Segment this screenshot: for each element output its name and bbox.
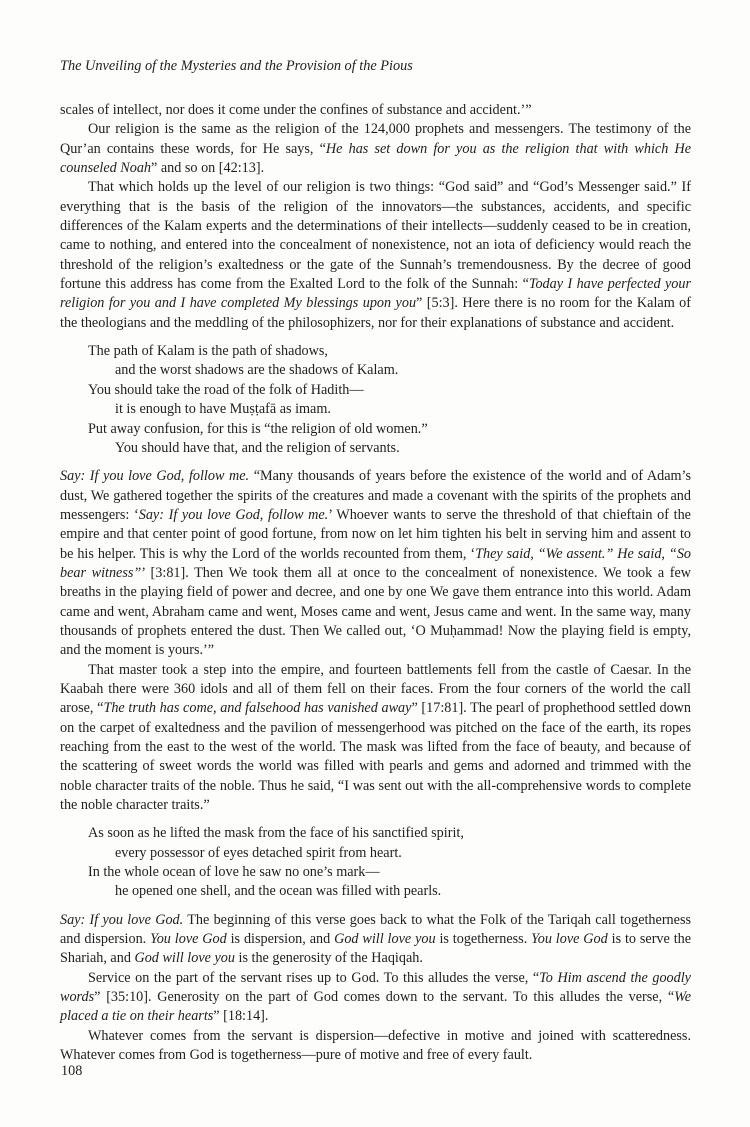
text-run: ” [18:14].	[213, 1008, 269, 1025]
paragraph	[60, 101, 691, 120]
text-run: is to serve the Shariah, and	[60, 931, 692, 967]
quoted-scripture-text: The truth has come, and falsehood has vanished away	[103, 700, 412, 717]
text-run: The beginning of this verse goes back to what the Folk of the Tariqah call togetherness and dispersion.	[60, 911, 691, 948]
text-run: “Many thousands of years before the existence of the world and of Adam’s dust, We gathered together the spirits of the creatures and made a covenant with the spirits of the prophets and messengers: ‘	[60, 468, 691, 523]
paragraph	[60, 178, 691, 333]
text-run: ’ Whoever wants to serve the threshold of that chieftain of the empire and that center point of good fortune, from now on let him tighten his belt in serving him and assent to be his helper. This is why the Lord of the worlds recounted from them, ‘	[60, 506, 691, 562]
paragraph	[60, 661, 691, 816]
paragraph	[60, 120, 691, 178]
text-run: That master took a step into the empire, and fourteen battlements fell from the castle of Caesar. In the Kaabah there were 360 idols and all of them fell on their faces. From the four corners of the world the call arose, “	[60, 661, 691, 717]
text-run: Service on the part of the servant rises up to God. To this alludes the verse, “	[88, 969, 540, 986]
quoted-scripture-text: We placed a tie on their hearts	[60, 989, 691, 1025]
text-run: ” [17:81]. The pearl of prophethood settled down on the carpet of exaltedness and the pavilion of messengerhood was pitched on the face of the earth, its ropes reaching from the east to the west of the world. The mask was lifted from the face of beauty, and because of the scattering of sweet words the world was filled with pearls and gems and adorned and trimmed with the noble character traits of the noble. Thus he said, “I was sent out with the all-comprehensive words to complete the noble character traits.”	[60, 700, 691, 814]
verse-block	[60, 824, 691, 901]
quoted-scripture-text: Say: If you love God, follow me.	[138, 506, 329, 523]
verse-line: The path of Kalam is the path of shadows,	[88, 343, 328, 360]
text-run: Whatever comes from the servant is dispersion—defective in motive and joined with scatteredness. Whatever comes from God is togetherness—pure of motive and free of every fault.	[60, 1027, 691, 1064]
paragraph	[60, 969, 691, 1027]
verse-line: You should have that, and the religion of servants.	[115, 439, 400, 456]
text-run: ” [35:10]. Generosity on the part of God comes down to the servant. To this alludes the verse, “	[94, 989, 675, 1006]
verse-line: As soon as he lifted the mask from the face of his sanctified spirit,	[88, 825, 464, 842]
quoted-scripture-text: He has set down for you as the religion that with which He counseled Noah	[60, 140, 691, 177]
quoted-scripture-text: You love God	[150, 931, 227, 948]
text-run: ” and so on [42:13].	[151, 160, 265, 177]
text-run: ’ [3:81]. Then We took them all at once to the concealment of nonexistence. We took a few breaths in the playing field of power and decree, and one by one We gave them entrance into this world. Adam came and went, Abraham came and went, Moses came and went, Jesus came and went. In the same way, many thousands of prophets entered the dust. Then We called out, ‘O Muḥammad! Now the playing field is empty, and the moment is yours.’”	[60, 564, 691, 659]
quoted-scripture-text: To Him ascend the goodly words	[60, 969, 691, 1006]
paragraph	[60, 467, 691, 660]
verse-line: You should take the road of the folk of Hadith—	[88, 381, 364, 398]
paragraph	[60, 911, 691, 969]
quoted-scripture-text: You love God	[531, 931, 608, 948]
text-run: That which holds up the level of our religion is two things: “God said” and “God’s Messenger said.” If everything that is the basis of the religion of the innovators—the substances, accidents, and specific differences of the Kalam experts and the determinations of their intellects—suddenly ceased to be in creation, came to nothing, and entered into the concealment of nonexistence, not an iota of deficiency would reach the threshold of the religion’s exaltedness or the gate of the Sunnah’s tremendousness. By the decree of good fortune this address has come from the Exalted Lord to the folk of the Sunnah: “	[60, 179, 691, 293]
text-run: ” [5:3]. Here there is no room for the Kalam of the theologians and the meddling of the philosophizers, nor for their explanations of substance and accident.	[60, 295, 692, 331]
paragraph	[60, 1027, 691, 1066]
verse-block	[60, 342, 691, 458]
quoted-scripture-text: They said, “We assent.” He said, “So bear witness”	[60, 545, 692, 581]
quoted-scripture-text: Say: If you love God.	[60, 911, 184, 928]
text-run: Our religion is the same as the religion of the 124,000 prophets and messengers. The testimony of the Qur’an contains these words, for He says, “	[60, 121, 691, 157]
text-run: is the generosity of the Haqiqah.	[234, 950, 423, 967]
verse-line: In the whole ocean of love he saw no one’s mark—	[88, 864, 380, 881]
page-body	[60, 101, 691, 1066]
quoted-scripture-text: Say: If you love God, follow me.	[60, 468, 250, 485]
verse-line: Put away confusion, for this is “the religion of old women.”	[88, 420, 428, 437]
quoted-scripture-text: God will love you	[334, 931, 436, 948]
quoted-scripture-text: Today I have perfected your religion for you and I have completed My blessings upon you	[60, 276, 691, 312]
verse-line: he opened one shell, and the ocean was filled with pearls.	[115, 883, 442, 900]
running-header: The Unveiling of the Mysteries and the Provision of the Pious	[60, 58, 413, 74]
text-run: is togetherness.	[435, 931, 532, 948]
text-run: scales of intellect, nor does it come under the confines of substance and accident.’”	[60, 102, 532, 118]
text-run: is dispersion, and	[226, 931, 335, 948]
verse-line: and the worst shadows are the shadows of Kalam.	[115, 362, 399, 379]
quoted-scripture-text: God will love you	[134, 950, 235, 967]
verse-line: every possessor of eyes detached spirit from heart.	[115, 844, 402, 861]
verse-line: it is enough to have Muṣṭafā as imam.	[115, 401, 331, 418]
page-number: 108	[61, 1063, 83, 1079]
